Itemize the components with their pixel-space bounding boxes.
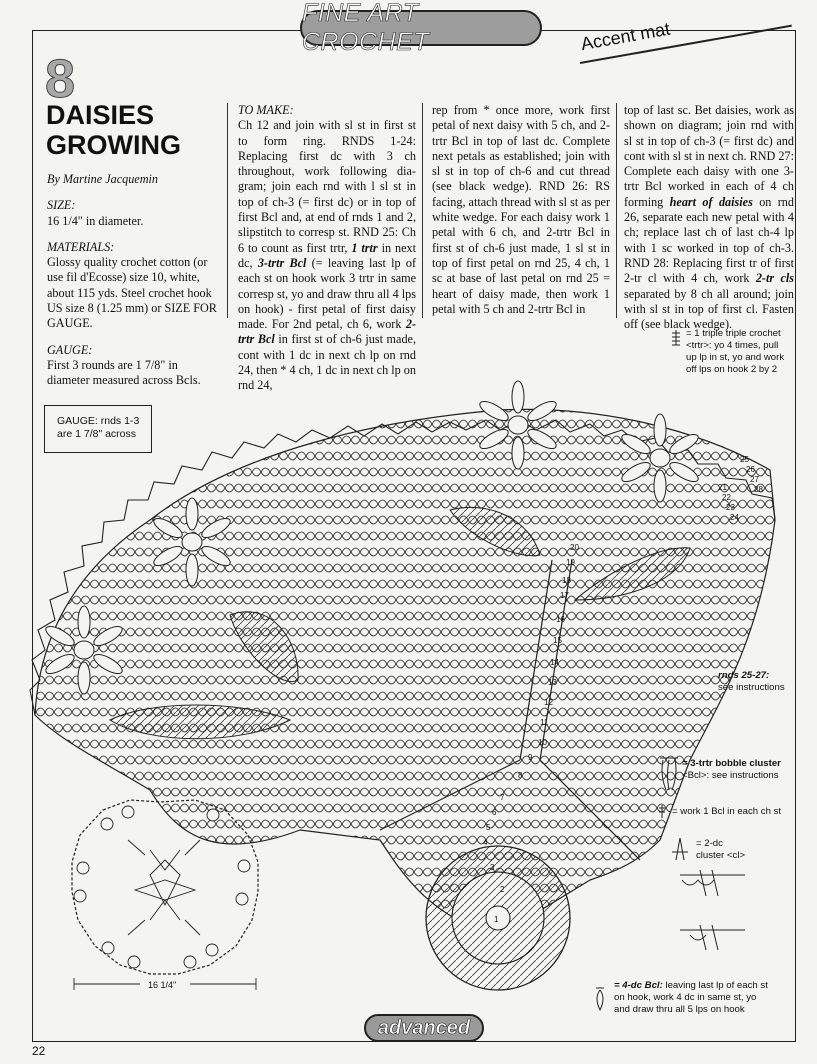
legend-bobble: = 3-trtr bobble cluster <Bcl>: see instructions [682, 758, 781, 781]
round-number: 11 [540, 718, 549, 727]
round-number: 21 [718, 483, 727, 492]
round-number: 15 [553, 636, 562, 645]
to-make-heading: TO MAKE: [238, 103, 294, 117]
page-number: 22 [32, 1044, 46, 1058]
legend-bcl-each: = work 1 Bcl in each ch st [672, 806, 782, 817]
round-number: 13 [548, 678, 557, 687]
title-line-2: GROWING [46, 130, 181, 160]
instructions-text-1: Ch 12 and join with sl st in first st to form ring. RNDS 1-24: Replacing first dc with 3 ch throughout, work following dia-gram; join each rnd with l sl st in top of ch-3 (= first dc) or in top of first Bcl and, at end of rnds 1 and 2, slipstitch to corresp st. RND 25: Ch 6 to count as first trtr, 1 trtr in next dc, 3-trtr Bcl (= leaving last lp of each st on hook work 3 trtr in same corresp st, yo and draw thru all 4 lps on hook) - first petal of first daisy made. For 2nd petal, ch 6, work 2-trtr Bcl in first st of ch-6 just made, cont with 1 dc in next ch lp on rnd 24, then * 4 ch, 1 dc in next ch lp on rnd 24, [238, 118, 417, 393]
round-number: 27 [750, 475, 759, 484]
legend-trtr: = 1 triple triple crochet <trtr>: yo 4 times, pull up lp in st, yo and work off lps on hook 2 by 2 [686, 328, 785, 375]
round-number: 28 [754, 485, 763, 494]
author: By Martine Jacquemin [47, 172, 159, 186]
round-number: 5 [486, 823, 491, 832]
materials-text: Glossy quality crochet cotton (or use fil d'Ecosse) size 10, white, about 115 yds. Steel crochet hook US size 8 (1.25 mm) or SIZE FOR GAUGE. [47, 255, 217, 331]
round-number: 9 [528, 753, 533, 762]
round-number: 18 [562, 576, 571, 585]
round-number: 10 [538, 738, 547, 747]
difficulty-badge: advanced [364, 1014, 484, 1042]
legend-4dc: = 4-dc Bcl: leaving last lp of each st on hook, work 4 dc in same st, yo and draw thru all 5 lps on hook [614, 980, 768, 1015]
round-number: 3 [490, 863, 495, 872]
mat-size-label: 16 1/4" [148, 980, 177, 990]
round-number: 22 [722, 493, 731, 502]
round-number: 16 [556, 615, 565, 624]
title-line-1: DAISIES [46, 100, 155, 130]
round-number: 23 [726, 503, 735, 512]
round-number: 19 [566, 558, 575, 567]
round-number: 25 [740, 455, 749, 464]
gauge-box: GAUGE: rnds 1-3 are 1 7/8" across [44, 405, 152, 453]
round-number: 17 [560, 591, 569, 600]
round-number: 14 [550, 658, 559, 667]
instructions-text-3: top of last sc. Bet daisies, work as shown on diagram; join rnd with sl st in top of ch-3 (= first dc) and cont with sl st in next ch. RND 27: Complete each daisy with one 3-trtr Bcl worked in each of 4 ch forming heart of daisies on rnd 26, separate each new petal with 4 ch; replace last ch of last ch-4 lp with 1 sc worked in top of ch-3. RND 28: Replacing first tr of first 2-tr cl with 4 ch, work 2-tr cls separated by 8 ch all around; join with sl st in top of first cl. Fasten off (see black wedge). [624, 103, 794, 332]
gauge-text: First 3 rounds are 1 7/8" in diameter measured across Bcls. [47, 357, 201, 388]
legend-cluster: = 2-dc cluster <cl> [696, 838, 746, 861]
round-number: 8 [518, 771, 523, 780]
round-number: 1 [494, 915, 499, 924]
round-number: 26 [746, 465, 755, 474]
legend-rnds: rnds 25-27: see instructions [718, 670, 785, 693]
instructions-text-2: rep from * once more, work first petal of next daisy with 5 ch, and 2-trtr Bcl in top of last dc. Complete next petals as established; join with sl st in top of ch-6 and cut thread (see black wedge). RND 26: RS facing, attach thread with sl st as per white wedge. For each daisy work 1 petal with 6 ch, and 2-trtr Bcl in first st of ch-6 just made, 1 sl st in top of first petal on rnd 25, 4 ch, 1 sc at base of last petal on rnd 25 = heart of daisy made, then work 1 petal with 5 ch and 2-trtr Bcl in [432, 103, 611, 316]
size-text: 16 1/4" in diameter. [47, 213, 144, 228]
round-number: 24 [730, 513, 739, 522]
round-number: 7 [500, 793, 505, 802]
round-number: 6 [492, 808, 497, 817]
banner-text: FINE ART CROCHET [302, 0, 430, 56]
round-number: 4 [483, 838, 488, 847]
round-number: 20 [570, 543, 579, 552]
round-number: 12 [544, 698, 553, 707]
pattern-number: 8 [45, 49, 76, 109]
section-label: Accent mat [579, 18, 672, 55]
size-heading: SIZE: [47, 198, 76, 213]
gauge-heading: GAUGE: [47, 342, 93, 357]
materials-heading: MATERIALS: [47, 239, 115, 254]
round-number: 2 [500, 885, 505, 894]
